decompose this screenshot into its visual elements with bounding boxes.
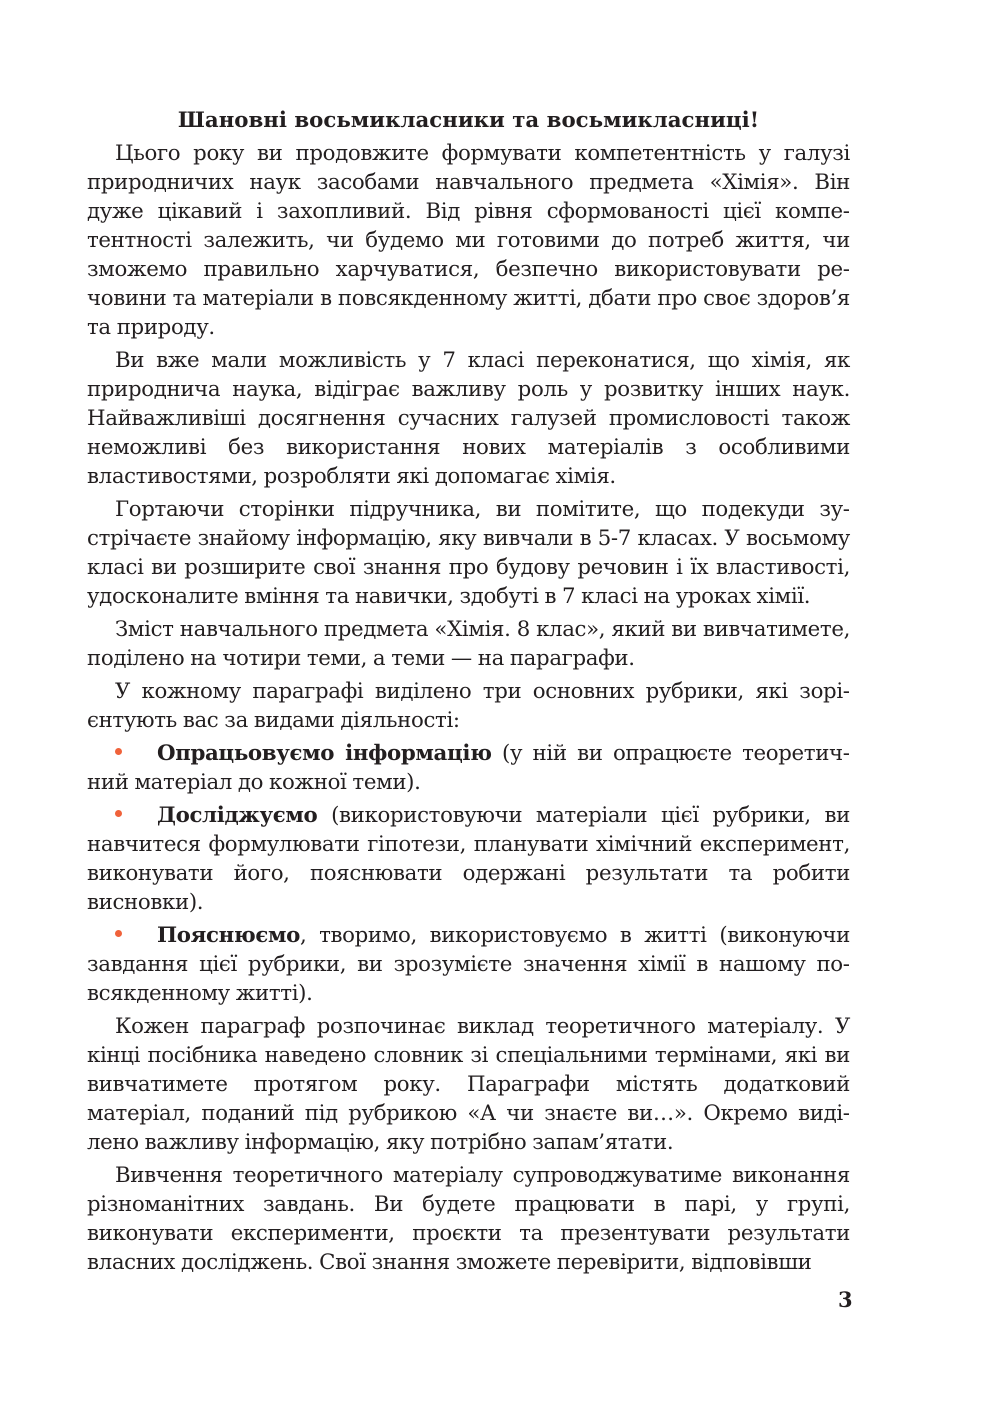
- page-title: Шановні восьмикласники та восьмикласниці!: [177, 108, 760, 133]
- bullet-heading: Пояснюємо: [157, 923, 300, 948]
- bullet-item: [87, 739, 850, 797]
- bullet-item: [87, 801, 850, 917]
- bullet-dot-icon: [115, 748, 122, 755]
- paragraph: Зміст навчального предмета «Хімія. 8 клас», який ви вивчатимете, поділено на чотири теми, а теми — на параграфи.: [87, 617, 850, 671]
- bullet-dot-icon: [115, 810, 122, 817]
- page-number: 3: [838, 1287, 853, 1312]
- paragraph: Кожен параграф розпочинає виклад теоретичного матеріалу. У кінці посібника наведено словник зі спеціальними термінами, які ви вивчатимете протягом року. Параграфи містять додатковий матеріал, поданий під рубрикою «А чи знаєте ви…». Окремо виділено важливу інформацію, яку потрібно запам’ятати.: [87, 1014, 850, 1155]
- page-content: [87, 106, 850, 1281]
- bullet-text: (у ній ви опрацюєте теоретичний матеріал до кожної теми).: [87, 741, 850, 795]
- paragraph: У кожному параграфі виділено три основних рубрики, які зорієнтують вас за видами діяльності:: [87, 679, 850, 733]
- paragraph: Вивчення теоретичного матеріалу супроводжуватиме виконання різноманітних завдань. Ви будете працювати в парі, у групі, виконувати експерименти, проєкти та презентувати результати власних досліджень. Свої знання зможете перевірити, відповівши: [87, 1163, 850, 1275]
- paragraph: Цього року ви продовжите формувати компетентність у галузі природничих наук засобами навчального предмета «Хімія». Він дуже цікавий і захопливий. Від рівня сформованості цієї компетентності залежить, чи будемо ми готовими до потреб життя, чи зможемо правильно харчуватися, безпечно використовувати речовини та матеріали в повсякденному житті, дбати про своє здоров’я та природу.: [87, 141, 850, 340]
- bullet-heading: Опрацьовуємо інформацію: [157, 741, 492, 766]
- bullet-text: (використовуючи матеріали цієї рубрики, ви навчитеся формулювати гіпотези, планувати хімічний експеримент, виконувати його, пояснювати одержані результати та робити висновки).: [87, 803, 850, 915]
- paragraph: Ви вже мали можливість у 7 класі переконатися, що хімія, як природнича наука, відіграє важливу роль у розвитку інших наук. Найважливіші досягнення сучасних галузей промисловості також неможливі без використання нових матеріалів з особливими властивостями, розробляти які допомагає хімія.: [87, 348, 850, 489]
- bullet-item: [87, 921, 850, 1008]
- paragraph: Гортаючи сторінки підручника, ви помітите, що подекуди зустрічаєте знайому інформацію, яку вивчали в 5-7 класах. У восьмому класі ви розширите свої знання про будову речовин і їх властивості, удосконалите вміння та навички, здобуті в 7 класі на уроках хімії.: [87, 497, 850, 609]
- bullet-dot-icon: [115, 930, 122, 937]
- bullet-text: , творимо, використовуємо в житті (виконуючи завдання цієї рубрики, ви зрозумієте значення хімії в нашому повсякденному житті).: [87, 923, 850, 1006]
- bullet-heading: Досліджуємо: [157, 803, 318, 828]
